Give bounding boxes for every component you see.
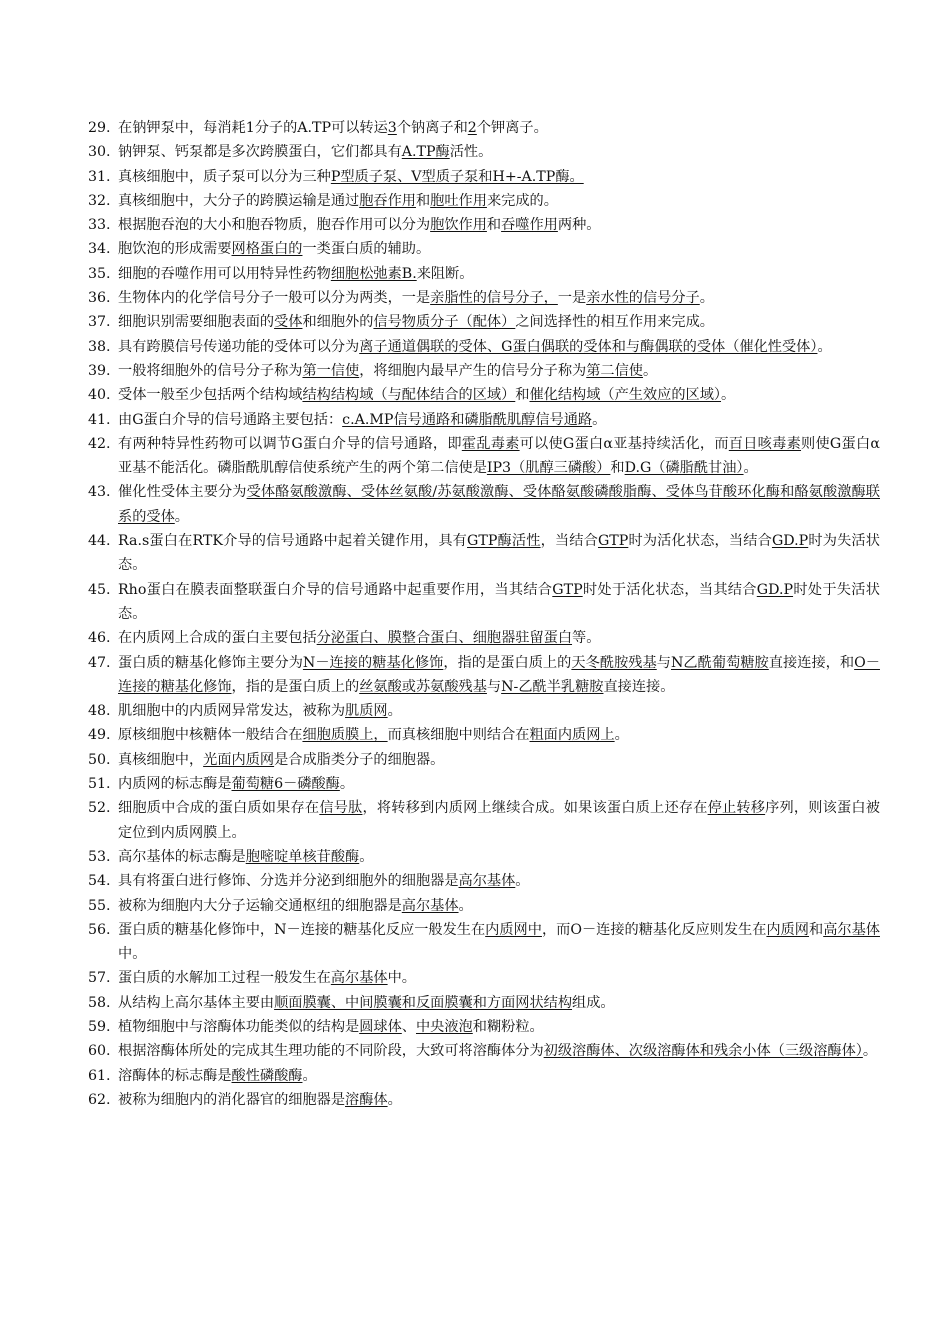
text-segment: 和细胞外的 (302, 314, 374, 331)
text-segment: 中。 (118, 946, 147, 963)
text-segment: 在钠钾泵中，每消耗1分子的A.TP可以转运 (118, 120, 388, 136)
text-segment: 。 (721, 387, 736, 404)
text-segment: 。 (699, 290, 714, 307)
item-text (118, 310, 880, 334)
item-number: 32. (88, 192, 111, 209)
item-text (118, 748, 880, 772)
item-text (118, 189, 880, 213)
list-item (88, 651, 880, 700)
text-segment: 可以使G蛋白α亚基持续活化，而 (519, 435, 729, 452)
item-text (118, 918, 880, 967)
item-number: 38. (88, 338, 111, 355)
answer-blank: 高尔基体 (823, 921, 880, 938)
text-segment: 中。 (387, 970, 416, 987)
item-number: 58. (88, 994, 111, 1011)
item-number: 62. (88, 1091, 111, 1108)
answer-blank: 胞吐作用 (430, 192, 487, 209)
item-number: 36. (88, 290, 111, 307)
list-item (88, 1039, 880, 1063)
text-segment: 内质网的标志酶是 (118, 776, 232, 793)
text-segment: 。 (515, 873, 530, 890)
text-segment: 溶酶体的标志酶是 (118, 1067, 232, 1084)
item-text (118, 529, 880, 578)
answer-blank: 亲水性的信号分子 (586, 290, 700, 307)
text-segment: 肌细胞中的内质网异常发达，被称为 (118, 703, 346, 720)
answer-blank: 酸性磷酸酶 (231, 1067, 303, 1084)
text-segment: 。 (302, 1067, 317, 1084)
answer-blank: 催化结构域（产生效应的区域） (529, 387, 722, 404)
answer-blank: 2 (467, 120, 477, 136)
text-segment: 。 (458, 897, 473, 914)
answer-blank: P型质子泵、V型质子泵和H+-A.TP酶。 (330, 168, 584, 185)
answer-blank: 分泌蛋白、膜整合蛋白、细胞器驻留蛋白 (316, 630, 573, 647)
answer-blank: 停止转移 (707, 800, 766, 817)
text-segment: 序列，则该蛋白被定位到内质网膜上。 (118, 800, 880, 841)
text-segment: 具有将蛋白进行修饰、分选并分泌到细胞外的细胞器是 (118, 873, 459, 890)
item-text (118, 335, 880, 359)
text-segment: 原核细胞中核糖体一般结合在 (118, 727, 303, 744)
item-number: 44. (88, 533, 111, 550)
text-segment: Rho蛋白在膜表面整联蛋白介导的信号通路中起重要作用，当其结合 (118, 581, 553, 598)
answer-blank: 圆球体 (359, 1018, 402, 1035)
text-segment: 真核细胞中， (118, 751, 204, 768)
list-item (88, 966, 880, 990)
item-text (118, 1088, 880, 1112)
item-text (118, 894, 880, 918)
text-segment: 来阻断。 (416, 265, 474, 282)
item-number: 31. (88, 168, 111, 185)
list-item (88, 213, 880, 237)
text-segment: 与 (656, 654, 671, 671)
list-item (88, 748, 880, 772)
item-number: 39. (88, 362, 111, 379)
answer-blank: 丝氨酸或苏氨酸残基 (359, 678, 487, 695)
text-segment: 根据溶酶体所处的完成其生理功能的不同阶段，大致可将溶酶体分为 (118, 1043, 544, 1060)
answer-blank: 信号肽 (319, 800, 363, 817)
text-segment: 等。 (572, 630, 601, 647)
text-segment: 。 (387, 1091, 402, 1108)
list-item (88, 165, 880, 189)
item-text (118, 772, 880, 796)
text-segment: 之间选择性的相互作用来完成。 (515, 314, 714, 331)
list-item (88, 772, 880, 796)
answer-blank: 胞吞作用 (359, 192, 416, 209)
list-item (88, 262, 880, 286)
item-number: 56. (88, 921, 111, 938)
text-segment: 从结构上高尔基体主要由 (118, 994, 275, 1011)
text-segment: 组成。 (572, 994, 615, 1011)
text-segment: 。 (387, 703, 402, 720)
item-number: 53. (88, 848, 111, 865)
list-item (88, 116, 880, 140)
text-segment: 和 (610, 460, 625, 477)
answer-blank: GTP酶活性 (467, 533, 541, 550)
text-segment: 生物体内的化学信号分子一般可以分为两类，一是 (118, 290, 431, 307)
text-segment: 则使G蛋白α亚基不能活化。磷脂酰肌醇信使系统产生的两个第二信使是 (118, 435, 880, 477)
answer-blank: 初级溶酶体、次级溶酶体和残余小体（三级溶酶体） (543, 1043, 863, 1060)
text-segment: 而真核细胞中则结合在 (387, 727, 530, 744)
text-segment: 细胞的吞噬作用可以用特异性药物 (118, 265, 331, 282)
text-segment: 真核细胞中，质子泵可以分为三种 (118, 168, 331, 185)
answer-blank: 高尔基体 (330, 970, 388, 987)
item-text (118, 796, 880, 845)
item-text (118, 869, 880, 893)
item-number: 60. (88, 1043, 111, 1060)
answer-blank: D.G（磷脂酰甘油） (624, 460, 744, 477)
text-segment: 时为失活状态。 (118, 533, 880, 574)
list-item (88, 699, 880, 723)
text-segment: 植物细胞中与溶酶体功能类似的结构是 (118, 1018, 360, 1035)
item-text (118, 991, 880, 1015)
item-text (118, 116, 880, 140)
text-segment: 高尔基体的标志酶是 (118, 848, 246, 865)
text-segment: ，指的是蛋白质上的 (231, 678, 360, 695)
item-number: 57. (88, 970, 111, 987)
text-segment: 。 (817, 338, 832, 355)
answer-blank: N-乙酰半乳糖胺 (501, 678, 604, 695)
answer-blank: 内质网中 (485, 921, 542, 938)
item-number: 52. (88, 800, 111, 817)
item-number: 40. (88, 387, 111, 404)
item-number: 61. (88, 1067, 111, 1084)
answer-blank: 第二信使 (586, 362, 643, 379)
item-text (118, 845, 880, 869)
text-segment: 由G蛋白介导的信号通路主要包括： (118, 411, 343, 428)
answer-blank: N－连接的糖基化修饰 (302, 654, 444, 671)
list-item (88, 359, 880, 383)
answer-blank: 第一信使 (302, 362, 360, 379)
text-segment: 来完成的。 (486, 192, 558, 209)
answer-blank: 细胞质膜上， (302, 727, 388, 744)
answer-blank: 胞嘧啶单核苷酸酶 (245, 848, 360, 865)
answer-blank: 天冬酰胺残基 (571, 654, 657, 671)
list-item (88, 335, 880, 359)
answer-blank: 离子通道偶联的受体、G蛋白偶联的受体和与酶偶联的受体（催化性受体） (359, 338, 818, 355)
list-item (88, 894, 880, 918)
answer-blank: 信号物质分子（配体） (373, 314, 516, 331)
answer-blank: c.A.MP信号通路和磷脂酰肌醇信号通路 (342, 411, 593, 428)
item-number: 41. (88, 411, 111, 428)
answer-blank: 高尔基体 (401, 897, 459, 914)
answer-blank: 肌质网 (345, 703, 388, 720)
text-segment: Ra.s蛋白在RTK介导的信号通路中起着关键作用，具有 (118, 533, 468, 550)
answer-blank: GTP (552, 581, 583, 598)
text-segment: ，将转移到内质网上继续合成。如果该蛋白质上还存在 (362, 800, 708, 817)
item-text (118, 432, 880, 481)
text-segment: 催化性受体主要分为 (118, 484, 247, 501)
list-item (88, 1088, 880, 1112)
answer-blank: 受体酪氨酸激酶、受体丝氨酸/苏氨酸激酶、受体酪氨酸磷酸脂酶、受体鸟苷酸环化酶和酪氨酸激酶联系的受体 (118, 484, 880, 525)
text-segment: 一是 (557, 290, 587, 307)
text-segment: 有两种特异性药物可以调节G蛋白介导的信号通路，即 (118, 435, 462, 452)
text-segment: 被称为细胞内的消化器官的细胞器是 (118, 1091, 346, 1108)
text-segment: 蛋白质的糖基化修饰主要分为 (118, 654, 303, 671)
answer-blank: A.TP酶 (401, 144, 450, 161)
item-text (118, 213, 880, 237)
text-segment: 、 (401, 1018, 416, 1035)
text-segment: 胞饮泡的形成需要 (118, 241, 232, 258)
text-segment: 和 (415, 192, 431, 209)
list-item (88, 1064, 880, 1088)
list-item (88, 286, 880, 310)
list-item (88, 408, 880, 432)
text-segment: 。 (592, 411, 607, 428)
text-segment: 个钾离子。 (476, 120, 548, 136)
item-number: 37. (88, 314, 111, 331)
text-segment: 与 (486, 678, 502, 695)
text-segment: 。 (339, 776, 355, 793)
list-item (88, 237, 880, 261)
answer-blank: 3 (387, 120, 397, 136)
answer-blank: 内质网 (766, 921, 809, 938)
text-segment: 时处于失活状态。 (118, 581, 880, 622)
answer-blank: 顺面膜囊、中间膜囊和反面膜囊和方面网状结构 (274, 994, 573, 1011)
item-number: 50. (88, 751, 111, 768)
answer-blank: O－连接的糖基化修饰 (118, 654, 880, 695)
text-segment: 和 (515, 387, 530, 404)
answer-blank: 受体 (274, 314, 303, 331)
text-segment: 根据胞吞泡的大小和胞吞物质，胞吞作用可以分为 (118, 217, 431, 234)
text-segment: 钠钾泵、钙泵都是多次跨膜蛋白，它们都具有 (118, 144, 402, 161)
item-number: 33. (88, 217, 111, 234)
text-segment: 时为活化状态，当结合 (628, 533, 772, 550)
list-item (88, 310, 880, 334)
item-number: 46. (88, 630, 111, 647)
text-segment: 活性。 (449, 144, 493, 161)
answer-blank: GD.P (756, 581, 794, 598)
answer-blank: 光面内质网 (203, 751, 275, 768)
item-number: 30. (88, 144, 111, 161)
item-number: 49. (88, 727, 111, 744)
question-list (88, 116, 880, 1112)
answer-blank: 细胞松弛素B. (330, 265, 417, 282)
text-segment: 蛋白质的糖基化修饰中，N－连接的糖基化反应一般发生在 (118, 921, 486, 938)
answer-blank: 胞饮作用 (430, 217, 487, 234)
item-text (118, 723, 880, 747)
list-item (88, 991, 880, 1015)
text-segment: ，而O－连接的糖基化反应则发生在 (541, 921, 767, 938)
answer-blank: 吞噬作用 (501, 217, 558, 234)
list-item (88, 480, 880, 529)
list-item (88, 383, 880, 407)
answer-blank: 网格蛋白的 (231, 241, 303, 258)
list-item (88, 189, 880, 213)
item-number: 47. (88, 654, 111, 671)
answer-blank: 高尔基体 (458, 873, 516, 890)
text-segment: 一类蛋白质的辅助。 (302, 241, 431, 258)
item-number: 34. (88, 241, 111, 258)
item-number: 43. (88, 484, 111, 501)
list-item (88, 723, 880, 747)
text-segment: 具有跨膜信号传递功能的受体可以分为 (118, 338, 360, 355)
text-segment: 在内质网上合成的蛋白主要包括 (118, 630, 317, 647)
item-number: 29. (88, 120, 111, 136)
answer-blank: 亲脂性的信号分子， (430, 290, 558, 307)
item-text (118, 966, 880, 990)
item-text (118, 237, 880, 261)
list-item (88, 845, 880, 869)
item-text (118, 1015, 880, 1039)
list-item (88, 626, 880, 650)
item-number: 51. (88, 776, 111, 793)
text-segment: 。 (359, 848, 374, 865)
text-segment: 和 (809, 921, 824, 938)
item-number: 35. (88, 265, 111, 282)
item-number: 54. (88, 873, 111, 890)
text-segment: 一般将细胞外的信号分子称为 (118, 362, 303, 379)
text-segment: 和糊粉粒。 (472, 1018, 544, 1035)
item-text (118, 651, 880, 700)
item-text (118, 699, 880, 723)
item-number: 42. (88, 435, 111, 452)
answer-blank: GD.P (771, 533, 809, 550)
text-segment: ，将细胞内最早产生的信号分子称为 (359, 362, 587, 379)
text-segment: 被称为细胞内大分子运输交通枢纽的细胞器是 (118, 897, 402, 914)
item-text (118, 480, 880, 529)
answer-blank: 葡萄糖6－磷酸酶 (231, 776, 340, 793)
text-segment: 。 (862, 1043, 878, 1060)
list-item (88, 432, 880, 481)
text-segment: 两种。 (557, 217, 601, 234)
list-item (88, 140, 880, 164)
answer-blank: 中央液泡 (415, 1018, 473, 1035)
item-text (118, 578, 880, 627)
list-item (88, 869, 880, 893)
text-segment: 真核细胞中，大分子的跨膜运输是通过 (118, 192, 360, 209)
text-segment: 。 (614, 727, 629, 744)
item-text (118, 1039, 880, 1063)
item-text (118, 165, 880, 189)
text-segment: 是合成脂类分子的细胞器。 (274, 751, 445, 768)
item-number: 48. (88, 703, 111, 720)
text-segment: 个钠离子和 (396, 120, 468, 136)
list-item (88, 1015, 880, 1039)
item-text (118, 626, 880, 650)
answer-blank: N乙酰葡萄糖胺 (670, 654, 769, 671)
item-text (118, 286, 880, 310)
item-text (118, 383, 880, 407)
text-segment: 和 (486, 217, 502, 234)
item-number: 55. (88, 897, 111, 914)
item-number: 45. (88, 581, 111, 598)
item-number: 59. (88, 1018, 111, 1035)
text-segment: 。 (174, 508, 189, 525)
list-item (88, 918, 880, 967)
text-segment: 时处于活化状态，当其结合 (582, 581, 757, 598)
list-item (88, 529, 880, 578)
text-segment: 。 (743, 460, 758, 477)
item-text (118, 140, 880, 164)
answer-blank: GTP (597, 533, 629, 550)
text-segment: ，指的是蛋白质上的 (443, 654, 572, 671)
text-segment: 蛋白质的水解加工过程一般发生在 (118, 970, 331, 987)
item-text (118, 359, 880, 383)
answer-blank: 溶酶体 (345, 1091, 388, 1108)
answer-blank: IP3（肌醇三磷酸） (486, 460, 611, 477)
text-segment: ，当结合 (540, 533, 598, 550)
text-segment: 直接连接，和 (768, 654, 855, 671)
item-text (118, 262, 880, 286)
answer-blank: 霍乱毒素 (461, 435, 520, 452)
text-segment: 。 (643, 362, 658, 379)
answer-blank: 百日咳毒素 (728, 435, 802, 452)
text-segment: 细胞识别需要细胞表面的 (118, 314, 275, 331)
list-item (88, 796, 880, 845)
answer-blank: 结构结构域（与配体结合的区域） (302, 387, 516, 404)
text-segment: 直接连接。 (603, 678, 675, 695)
text-segment: 受体一般至少包括两个结构域 (118, 387, 303, 404)
item-text (118, 1064, 880, 1088)
item-text (118, 408, 880, 432)
answer-blank: 粗面内质网上 (529, 727, 615, 744)
text-segment: 细胞质中合成的蛋白质如果存在 (118, 800, 320, 817)
list-item (88, 578, 880, 627)
